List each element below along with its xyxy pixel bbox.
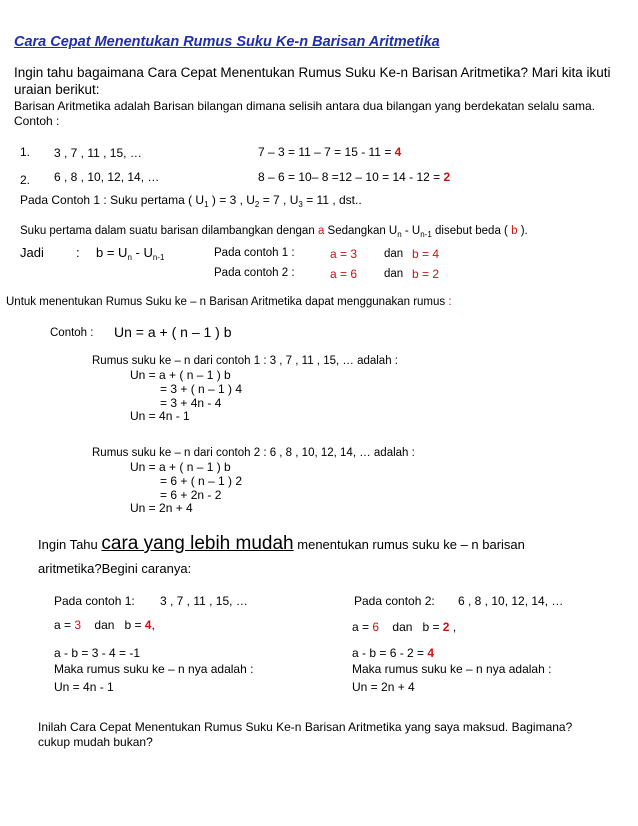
intro-paragraph: Ingin tahu bagaimana Cara Cepat Menentukan Rumus Suku Ke-n Barisan Aritmetika? Mari kita ikuti uraian berikut:	[14, 65, 611, 97]
left-block-calc: a - b = 3 - 4 = -1	[54, 646, 141, 660]
right-block-maka: Maka rumus suku ke – n nya adalah :	[352, 662, 552, 676]
right-block-a-b: a = 6 dan b = 2 ,	[352, 620, 457, 634]
right-block-header: Pada contoh 2:	[354, 594, 435, 608]
example-1-sequence: 3 , 7 , 11 , 15, …	[54, 146, 142, 160]
easier-way-line-1: Ingin Tahu cara yang lebih mudah menentukan rumus suku ke – n barisan	[38, 533, 525, 554]
easier-way-line-2: aritmetika?Begini caranya:	[38, 561, 192, 576]
method-intro: Untuk menentukan Rumus Suku ke – n Barisan Aritmetika dapat menggunakan rumus :	[6, 296, 452, 308]
example-1-number: 1.	[20, 145, 31, 159]
derivation-2-line-2: = 6 + ( n – 1 ) 2	[160, 474, 243, 488]
jadi-row-1-label: Pada contoh 1 :	[214, 247, 295, 259]
derivation-1-heading: Rumus suku ke – n dari contoh 1 : 3 , 7 , 11 , 15, … adalah :	[92, 355, 398, 367]
first-term-definition: Suku pertama dalam suatu barisan dilambangkan dengan a Sedangkan $U_n - U_{n-1}$ disebut beda ( b ).	[20, 225, 528, 239]
easier-way-emphasis: cara yang lebih mudah	[101, 533, 294, 554]
page-title: Cara Cepat Menentukan Rumus Suku Ke-n Barisan Aritmetika	[14, 34, 440, 50]
left-block-a-b: a = 3 dan b = 4,	[54, 618, 155, 632]
jadi-row-1-b: b = 4	[412, 247, 440, 261]
jadi-row-2-label: Pada contoh 2 :	[214, 267, 295, 279]
jadi-row-1-dan: dan	[384, 248, 404, 260]
beda-formula: $b = U_n - U_{n-1}$	[96, 245, 165, 262]
example-2-result: 2	[443, 170, 451, 184]
left-block-sequence: 3 , 7 , 11 , 15, …	[160, 594, 248, 608]
example-1-terms: Pada Contoh 1 : Suku pertama ( $U_1$ ) = 3 , $U_2 = 7$ , $U_3 = 11$ , dst..	[20, 193, 362, 209]
jadi-row-2-dan: dan	[384, 268, 404, 280]
example-1-difference: 7 – 3 = 11 – 7 = 15 - 11 = 4	[258, 145, 402, 159]
closing-paragraph: Inilah Cara Cepat Menentukan Rumus Suku Ke-n Barisan Aritmetika yang saya maksud. Bagimana? cukup mudah bukan?	[38, 720, 573, 749]
derivation-2-heading: Rumus suku ke – n dari contoh 2 : 6 , 8 , 10, 12, 14, … adalah :	[92, 447, 415, 459]
derivation-2-line-3: = 6 + 2n - 2	[160, 488, 222, 502]
jadi-row-1-a: a = 3	[330, 247, 358, 261]
left-block-maka: Maka rumus suku ke – n nya adalah :	[54, 662, 254, 676]
derivation-1-line-1: Un = a + ( n – 1 ) b	[130, 368, 231, 382]
example-2-difference: 8 – 6 = 10– 8 =12 – 10 = 14 - 12 = 2	[258, 170, 451, 184]
right-block-calc: a - b = 6 - 2 = 4	[352, 646, 435, 660]
example-2-number: 2.	[20, 173, 31, 187]
jadi-row-2-a: a = 6	[330, 267, 358, 281]
example-2-sequence: 6 , 8 , 10, 12, 14, …	[54, 170, 160, 184]
derivation-1-line-2: = 3 + ( n – 1 ) 4	[160, 382, 243, 396]
main-formula: Un = a + ( n – 1 ) b	[114, 324, 232, 340]
derivation-1-line-3: = 3 + 4n - 4	[160, 396, 222, 410]
derivation-2-line-1: Un = a + ( n – 1 ) b	[130, 460, 231, 474]
left-block-header: Pada contoh 1:	[54, 594, 135, 608]
right-block-result: Un = 2n + 4	[352, 680, 415, 694]
example-1-result: 4	[394, 145, 402, 159]
derivation-1-line-4: Un = 4n - 1	[130, 409, 190, 423]
right-block-sequence: 6 , 8 , 10, 12, 14, …	[458, 594, 564, 608]
definition-paragraph: Barisan Aritmetika adalah Barisan bilangan dimana selisih antara dua bilangan yang berdekatan selalu sama. Contoh :	[14, 99, 596, 128]
jadi-label: Jadi	[20, 245, 44, 260]
jadi-row-2-b: b = 2	[412, 267, 440, 281]
jadi-colon: :	[76, 245, 80, 260]
contoh-label: Contoh :	[50, 327, 94, 339]
derivation-2-line-4: Un = 2n + 4	[130, 501, 193, 515]
left-block-result: Un = 4n - 1	[54, 680, 114, 694]
